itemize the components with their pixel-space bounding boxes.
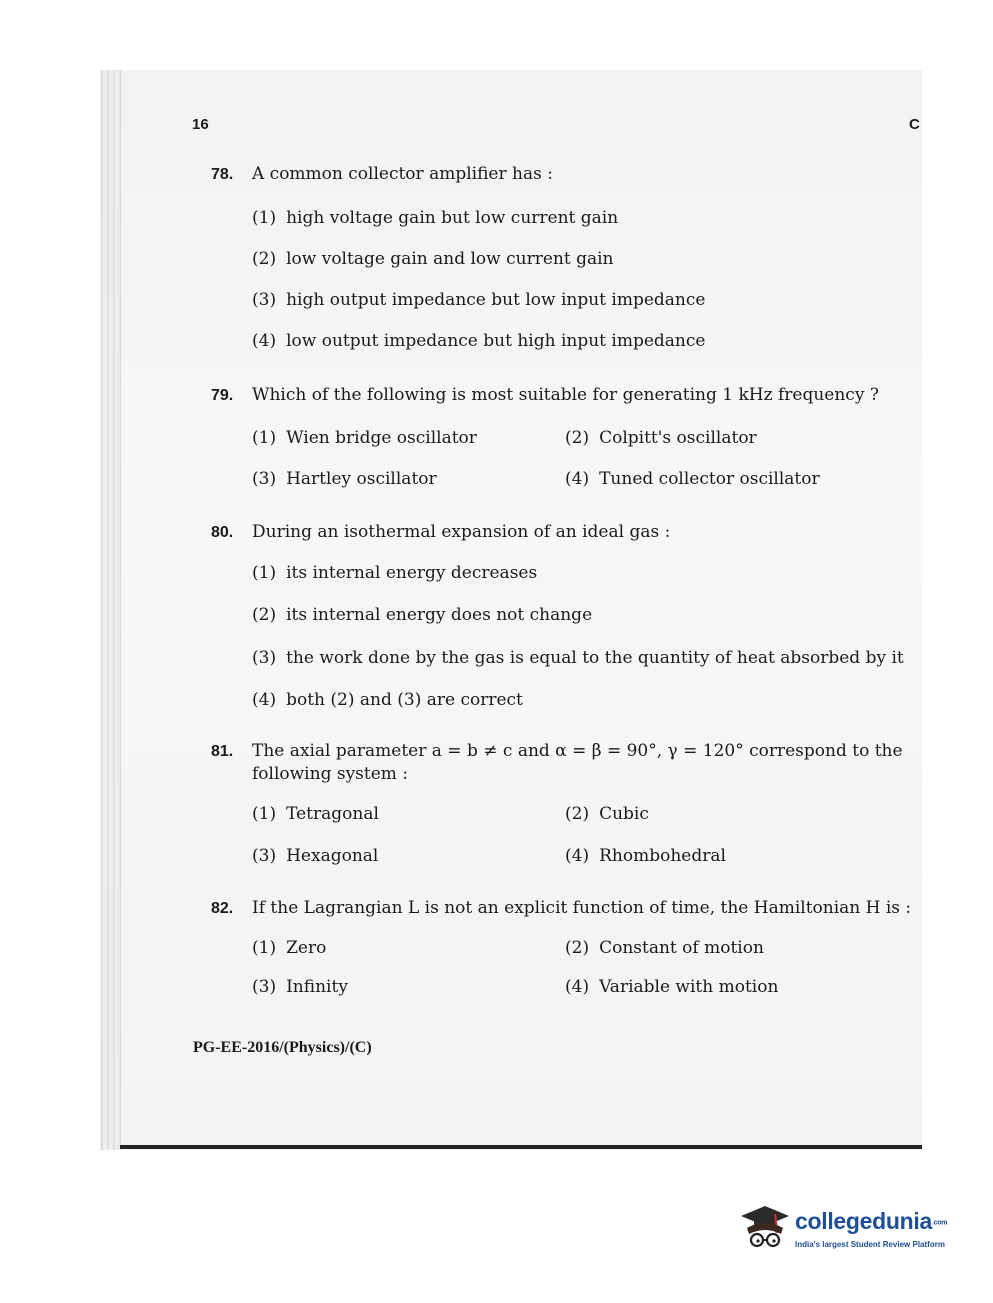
- set-code: C: [909, 116, 920, 133]
- question-80: [211, 521, 921, 544]
- option: (4) Variable with motion: [565, 977, 779, 997]
- collegedunia-logo[interactable]: [737, 1200, 967, 1260]
- option: (4) Rhombohedral: [565, 846, 726, 866]
- option: (3) Infinity: [252, 977, 348, 997]
- question-number: 82.: [211, 900, 234, 917]
- option: (1) its internal energy decreases: [252, 563, 538, 583]
- question-79: [211, 384, 921, 407]
- option: (3) high output impedance but low input impedance: [252, 290, 706, 310]
- question-number: 80.: [211, 524, 234, 541]
- mascot-icon: [737, 1200, 793, 1256]
- option: (3) Hexagonal: [252, 846, 379, 866]
- question-number: 78.: [211, 166, 234, 183]
- page-number: 16: [192, 116, 209, 133]
- option: (3) the work done by the gas is equal to the quantity of heat absorbed by it: [252, 648, 904, 668]
- question-number: 81.: [211, 743, 234, 760]
- brand-name: collegedunia.com: [795, 1208, 948, 1234]
- option: (2) Constant of motion: [565, 938, 764, 958]
- question-text: Which of the following is most suitable for generating 1 kHz frequency ?: [252, 385, 879, 405]
- option: (2) Cubic: [565, 804, 649, 824]
- question-82: [211, 897, 921, 920]
- option: (1) high voltage gain but low current gain: [252, 208, 619, 228]
- question-number: 79.: [211, 387, 234, 404]
- question-text: A common collector amplifier has :: [252, 164, 553, 184]
- question-78: [211, 163, 921, 186]
- question-text: If the Lagrangian L is not an explicit function of time, the Hamiltonian H is :: [252, 898, 912, 918]
- question-text: The axial parameter a = b ≠ c and α = β = 90°, γ = 120° correspond to the following system :: [252, 741, 903, 784]
- option: (4) Tuned collector oscillator: [565, 469, 820, 489]
- page-bottom-edge: [120, 1145, 922, 1149]
- option: (1) Zero: [252, 938, 327, 958]
- option: (3) Hartley oscillator: [252, 469, 437, 489]
- paper-code-footer: PG-EE-2016/(Physics)/(C): [193, 1039, 372, 1056]
- option: (4) both (2) and (3) are correct: [252, 690, 523, 710]
- option: (1) Wien bridge oscillator: [252, 428, 477, 448]
- question-81: [211, 740, 921, 786]
- option: (1) Tetragonal: [252, 804, 379, 824]
- option: (2) Colpitt's oscillator: [565, 428, 757, 448]
- option: (4) low output impedance but high input impedance: [252, 331, 706, 351]
- question-text: During an isothermal expansion of an ideal gas :: [252, 522, 671, 542]
- brand-tagline: India's largest Student Review Platform: [795, 1240, 945, 1249]
- option: (2) low voltage gain and low current gain: [252, 249, 614, 269]
- page-stack-edge: [100, 70, 122, 1150]
- option: (2) its internal energy does not change: [252, 605, 593, 625]
